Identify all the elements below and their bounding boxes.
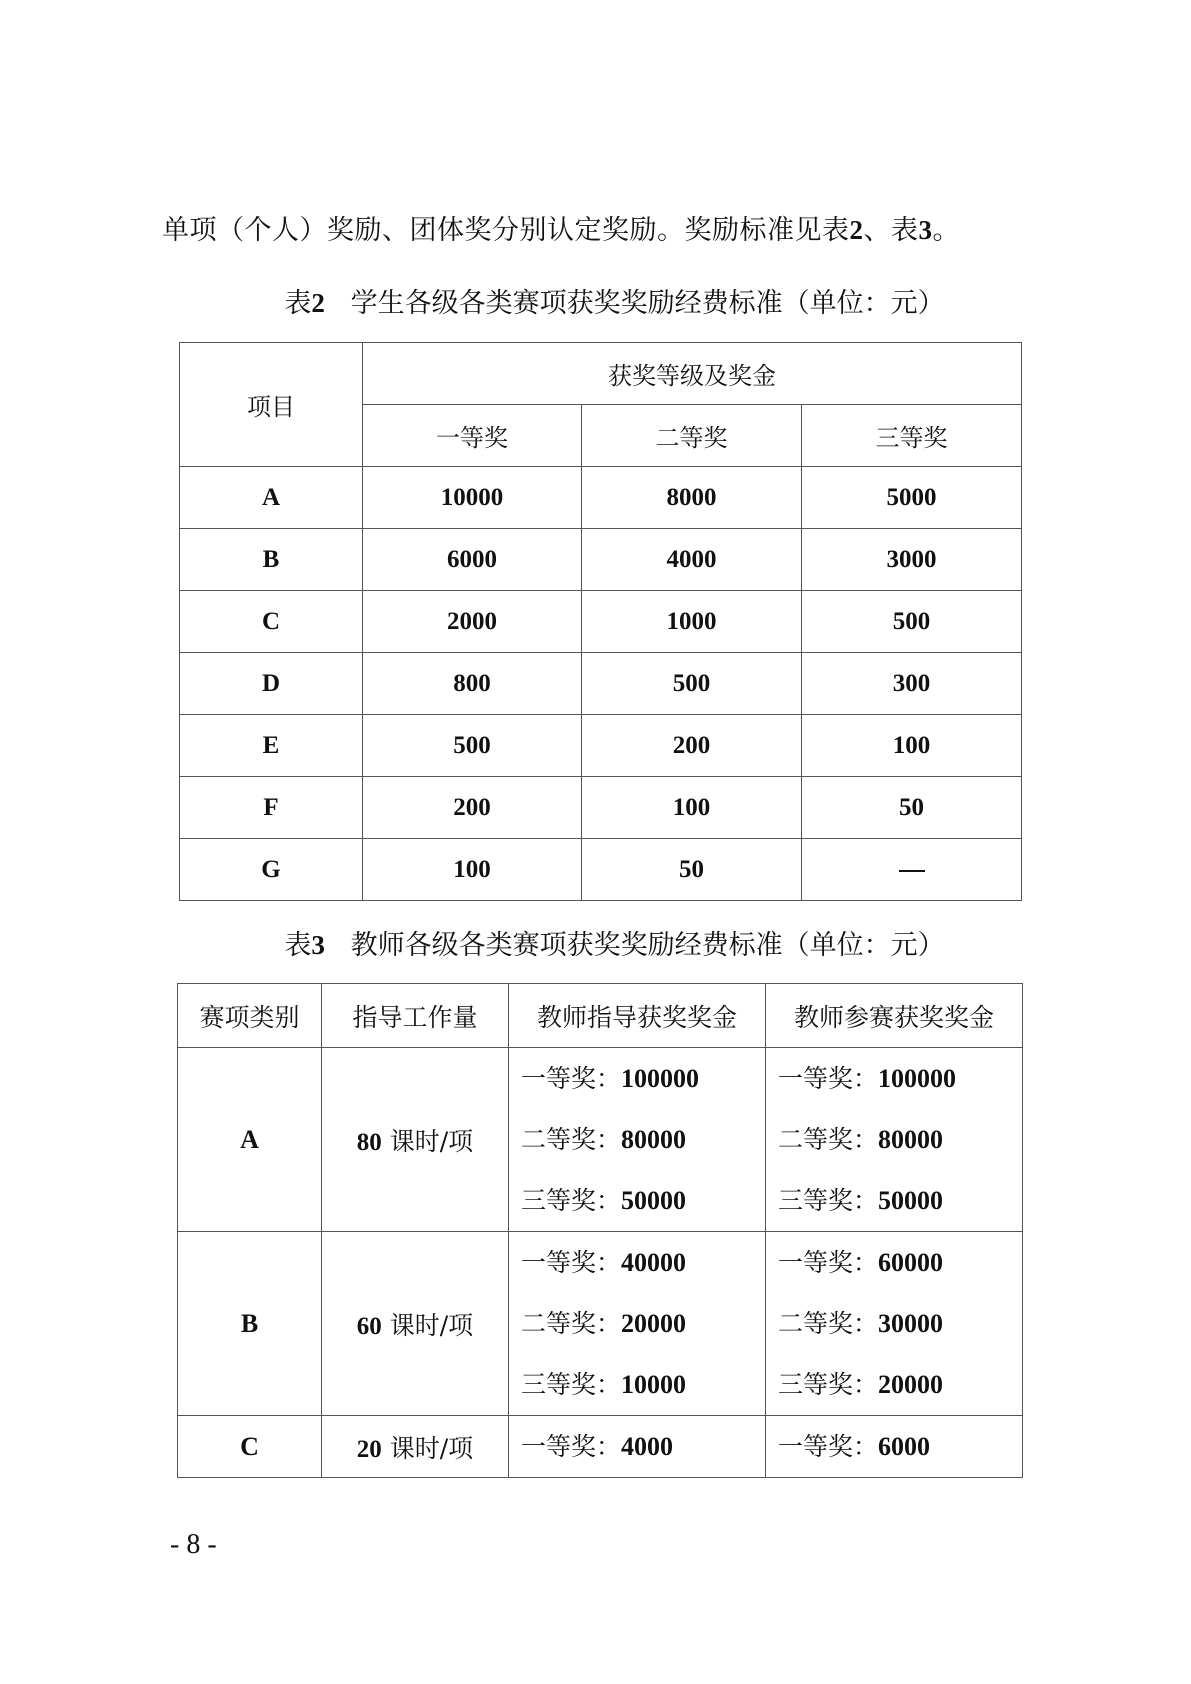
guide-bonus-cell — [509, 1048, 766, 1232]
table-row — [180, 467, 1022, 529]
table-row — [180, 529, 1022, 591]
prize-line — [778, 1048, 1022, 1109]
prize-amount: 20000 — [878, 1370, 944, 1399]
prize-amount: 40000 — [621, 1248, 687, 1277]
table-row — [180, 777, 1022, 839]
prize-amount: 6000 — [878, 1432, 931, 1461]
row-item: A — [180, 467, 363, 529]
prize-line — [521, 1293, 765, 1354]
prize-amount: 60000 — [878, 1248, 944, 1277]
prize-level: 一等奖： — [778, 1248, 879, 1277]
award-amount-level-1: 500 — [363, 715, 582, 777]
award-amount-level-1: 100 — [363, 839, 582, 901]
workload-hours: 20 — [356, 1435, 382, 1463]
prize-level: 一等奖： — [778, 1432, 879, 1461]
row-item: F — [180, 777, 363, 839]
prize-level: 一等奖： — [778, 1064, 879, 1093]
table-row — [178, 1232, 1023, 1416]
prize-level: 三等奖： — [778, 1186, 879, 1215]
workload-unit: 课时/项 — [389, 1310, 474, 1340]
dash-mark — [899, 870, 925, 872]
row-category: C — [178, 1416, 322, 1478]
award-amount-level-3: 50 — [802, 777, 1022, 839]
table-row — [180, 839, 1022, 901]
compete-bonus-cell — [766, 1416, 1023, 1478]
teacher-award-table — [177, 983, 1023, 1478]
prize-amount: 10000 — [621, 1370, 687, 1399]
prize-level: 三等奖： — [521, 1186, 622, 1215]
award-amount-level-2: 200 — [582, 715, 802, 777]
table3-caption-text: 教师各级各类赛项获奖奖励经费标准（单位：元） — [350, 930, 945, 961]
award-amount-level-2: 50 — [582, 839, 802, 901]
intro-table-ref-3: 3 — [918, 215, 933, 245]
award-amount-level-2: 100 — [582, 777, 802, 839]
row-category: B — [178, 1232, 322, 1416]
header-category: 赛项类别 — [178, 984, 322, 1048]
row-item: E — [180, 715, 363, 777]
table2-caption-num: 2 — [311, 288, 325, 318]
prize-level: 一等奖： — [521, 1064, 622, 1093]
prize-amount: 30000 — [878, 1309, 944, 1338]
award-amount-level-3 — [802, 839, 1022, 901]
prize-amount: 100000 — [621, 1064, 700, 1093]
prize-level: 二等奖： — [521, 1125, 622, 1154]
prize-level: 三等奖： — [521, 1370, 622, 1399]
guide-bonus-cell — [509, 1416, 766, 1478]
prize-amount: 20000 — [621, 1309, 687, 1338]
award-amount-level-1: 2000 — [363, 591, 582, 653]
prize-amount: 4000 — [621, 1432, 674, 1461]
prize-level: 一等奖： — [521, 1432, 622, 1461]
award-amount-level-2: 8000 — [582, 467, 802, 529]
student-award-table — [179, 342, 1022, 901]
header-item: 项目 — [180, 343, 363, 467]
prize-amount: 50000 — [621, 1186, 687, 1215]
award-amount-level-3: 3000 — [802, 529, 1022, 591]
table3-caption-prefix: 表 — [284, 930, 312, 961]
prize-amount: 80000 — [878, 1125, 944, 1154]
prize-level: 二等奖： — [778, 1309, 879, 1338]
award-amount-level-2: 1000 — [582, 591, 802, 653]
compete-bonus-cell — [766, 1232, 1023, 1416]
header-compete-bonus: 教师参赛获奖奖金 — [766, 984, 1023, 1048]
table-row — [180, 653, 1022, 715]
prize-amount: 50000 — [878, 1186, 944, 1215]
compete-bonus-cell — [766, 1048, 1023, 1232]
prize-level: 三等奖： — [778, 1370, 879, 1399]
table2-caption — [0, 283, 1191, 324]
header-workload: 指导工作量 — [322, 984, 509, 1048]
prize-line — [521, 1354, 765, 1415]
award-amount-level-3: 300 — [802, 653, 1022, 715]
award-amount-level-1: 200 — [363, 777, 582, 839]
prize-line — [778, 1170, 1022, 1231]
prize-line — [778, 1293, 1022, 1354]
prize-line — [521, 1170, 765, 1231]
prize-amount: 80000 — [621, 1125, 687, 1154]
table-row — [178, 1416, 1023, 1478]
workload-hours: 60 — [356, 1312, 382, 1340]
header-level-3: 三等奖 — [802, 405, 1022, 467]
award-amount-level-2: 4000 — [582, 529, 802, 591]
table3-caption-num: 3 — [311, 930, 325, 960]
prize-line — [778, 1354, 1022, 1415]
award-amount-level-3: 5000 — [802, 467, 1022, 529]
row-item: C — [180, 591, 363, 653]
table2-caption-prefix: 表 — [284, 288, 312, 319]
award-amount-level-1: 6000 — [363, 529, 582, 591]
prize-level: 一等奖： — [521, 1248, 622, 1277]
table-row — [180, 591, 1022, 653]
intro-table-ref-2: 2 — [849, 215, 864, 245]
award-amount-level-1: 800 — [363, 653, 582, 715]
row-workload — [322, 1232, 509, 1416]
table2-caption-text: 学生各级各类赛项获奖奖励经费标准（单位：元） — [350, 288, 945, 319]
table3-caption — [0, 925, 1191, 966]
prize-line — [778, 1232, 1022, 1293]
page-number: - 8 - — [170, 1529, 217, 1560]
header-guide-bonus: 教师指导获奖奖金 — [509, 984, 766, 1048]
award-amount-level-2: 500 — [582, 653, 802, 715]
workload-unit: 课时/项 — [389, 1433, 474, 1463]
prize-line — [521, 1109, 765, 1170]
row-item: G — [180, 839, 363, 901]
workload-unit: 课时/项 — [389, 1126, 474, 1156]
prize-amount: 100000 — [878, 1064, 957, 1093]
table-row — [180, 715, 1022, 777]
table-row — [178, 1048, 1023, 1232]
header-level-1: 一等奖 — [363, 405, 582, 467]
header-level-2: 二等奖 — [582, 405, 802, 467]
intro-paragraph — [162, 210, 1062, 251]
guide-bonus-cell — [509, 1232, 766, 1416]
workload-hours: 80 — [356, 1128, 382, 1156]
row-category: A — [178, 1048, 322, 1232]
prize-level: 二等奖： — [778, 1125, 879, 1154]
prize-line — [521, 1416, 765, 1477]
intro-end: 。 — [932, 215, 960, 246]
row-workload — [322, 1416, 509, 1478]
prize-line — [521, 1048, 765, 1109]
row-workload — [322, 1048, 509, 1232]
intro-text: 单项（个人）奖励、团体奖分别认定奖励。奖励标准见表 — [162, 215, 850, 246]
award-amount-level-3: 500 — [802, 591, 1022, 653]
intro-separator: 、表 — [863, 215, 919, 246]
row-item: D — [180, 653, 363, 715]
prize-line — [521, 1232, 765, 1293]
award-amount-level-1: 10000 — [363, 467, 582, 529]
row-item: B — [180, 529, 363, 591]
award-amount-level-3: 100 — [802, 715, 1022, 777]
header-award-group: 获奖等级及奖金 — [363, 343, 1022, 405]
prize-line — [778, 1416, 1022, 1477]
prize-level: 二等奖： — [521, 1309, 622, 1338]
prize-line — [778, 1109, 1022, 1170]
